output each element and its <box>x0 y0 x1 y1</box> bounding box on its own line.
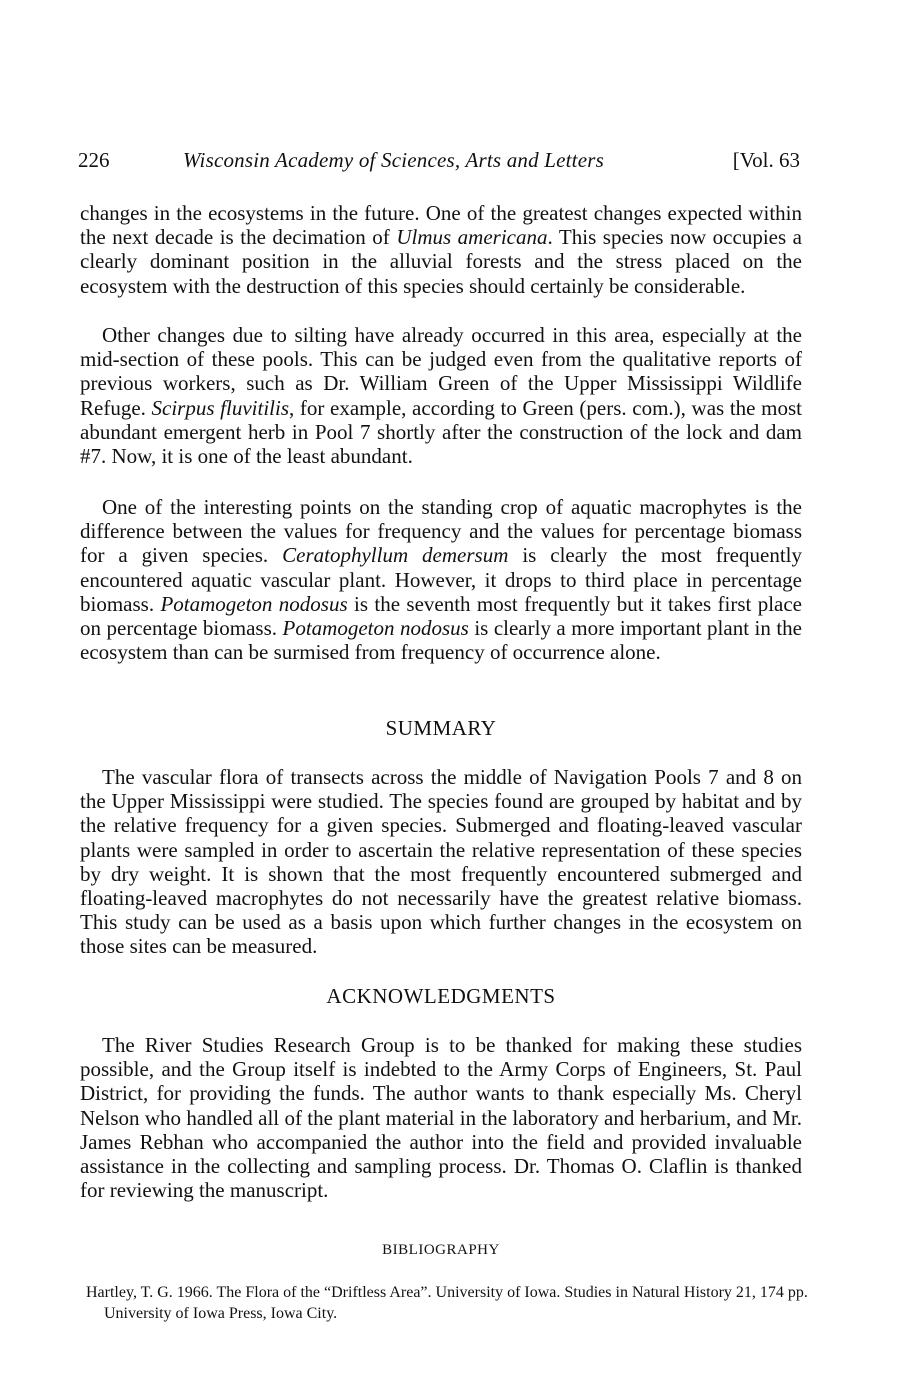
bibliography-entry: Hartley, T. G. 1966. The Flora of the “Driftless Area”. University of Iowa. Studies in Natural History 21, 174 pp. University of Iowa Press, Iowa City. <box>86 1284 808 1322</box>
species-name: Ulmus americana <box>396 225 548 250</box>
species-name: Potamogeton nodosus <box>282 616 469 641</box>
bibliography-heading: BIBLIOGRAPHY <box>382 1242 500 1258</box>
volume-label: [Vol. 63 <box>732 148 800 172</box>
species-name: Ceratophyllum demersum <box>282 543 509 568</box>
species-name: Potamogeton nodosus <box>160 591 348 616</box>
acknowledgments-heading: ACKNOWLEDGMENTS <box>326 984 556 1008</box>
summary-heading: SUMMARY <box>385 716 497 740</box>
body-paragraph-3: One of the interesting points on the standing crop of aquatic macrophytes is the difference between the values for frequency and the values for percentage biomass for a given species. Ceratophyllum demersum is clearly the most frequently encountered aquatic vascular plant. However, it drops to third place in percentage biomass. Potamogeton nodosus is the seventh most frequently but it takes first place on percentage biomass. Potamogeton nodosus is clearly a more important plant in the ecosystem than can be surmised from frequency of occurrence alone. <box>80 495 803 665</box>
body-paragraph-1: changes in the ecosystems in the future. One of the greatest changes expected within the next decade is the decimation of Ulmus americana. This species now occupies a clearly dominant position in the alluvial forests and the stress placed on the ecosystem with the destruction of this species should certainly be considerable. <box>80 201 802 298</box>
acknowledgments-paragraph: The River Studies Research Group is to be thanked for making these studies possible, and the Group itself is indebted to the Army Corps of Engineers, St. Paul District, for providing the funds. The author wants to thank especially Ms. Cheryl Nelson who handled all of the plant material in the laboratory and herbarium, and Mr. James Rebhan who accompanied the author into the field and provided invaluable assistance in the collecting and sampling process. Dr. Thomas O. Claflin is thanked for reviewing the manuscript. <box>80 1033 802 1203</box>
running-head <box>78 148 800 176</box>
journal-title: Wisconsin Academy of Sciences, Arts and Letters <box>183 148 604 172</box>
page-number: 226 <box>78 148 110 172</box>
body-paragraph-2: Other changes due to silting have already occurred in this area, especially at the mid-section of these pools. This can be judged even from the qualitative reports of previous workers, such as Dr. William Green of the Upper Mississippi Wildlife Refuge. Scirpus fluvitilis, for example, according to Green (pers. com.), was the most abundant emergent herb in Pool 7 shortly after the construction of the lock and dam #7. Now, it is one of the least abundant. <box>80 323 802 469</box>
species-name: Scirpus fluvitilis <box>151 395 290 420</box>
summary-paragraph: The vascular flora of transects across the middle of Navigation Pools 7 and 8 on the Upper Mississippi were studied. The species found are grouped by habitat and by the relative frequency for a given species. Submerged and floating-leaved vascular plants were sampled in order to ascertain the relative representation of these species by dry weight. It is shown that the most frequently encountered submerged and floating-leaved macrophytes do not necessarily have the greatest relative biomass. This study can be used as a basis upon which further changes in the ecosystem on those sites can be measured. <box>80 765 802 959</box>
